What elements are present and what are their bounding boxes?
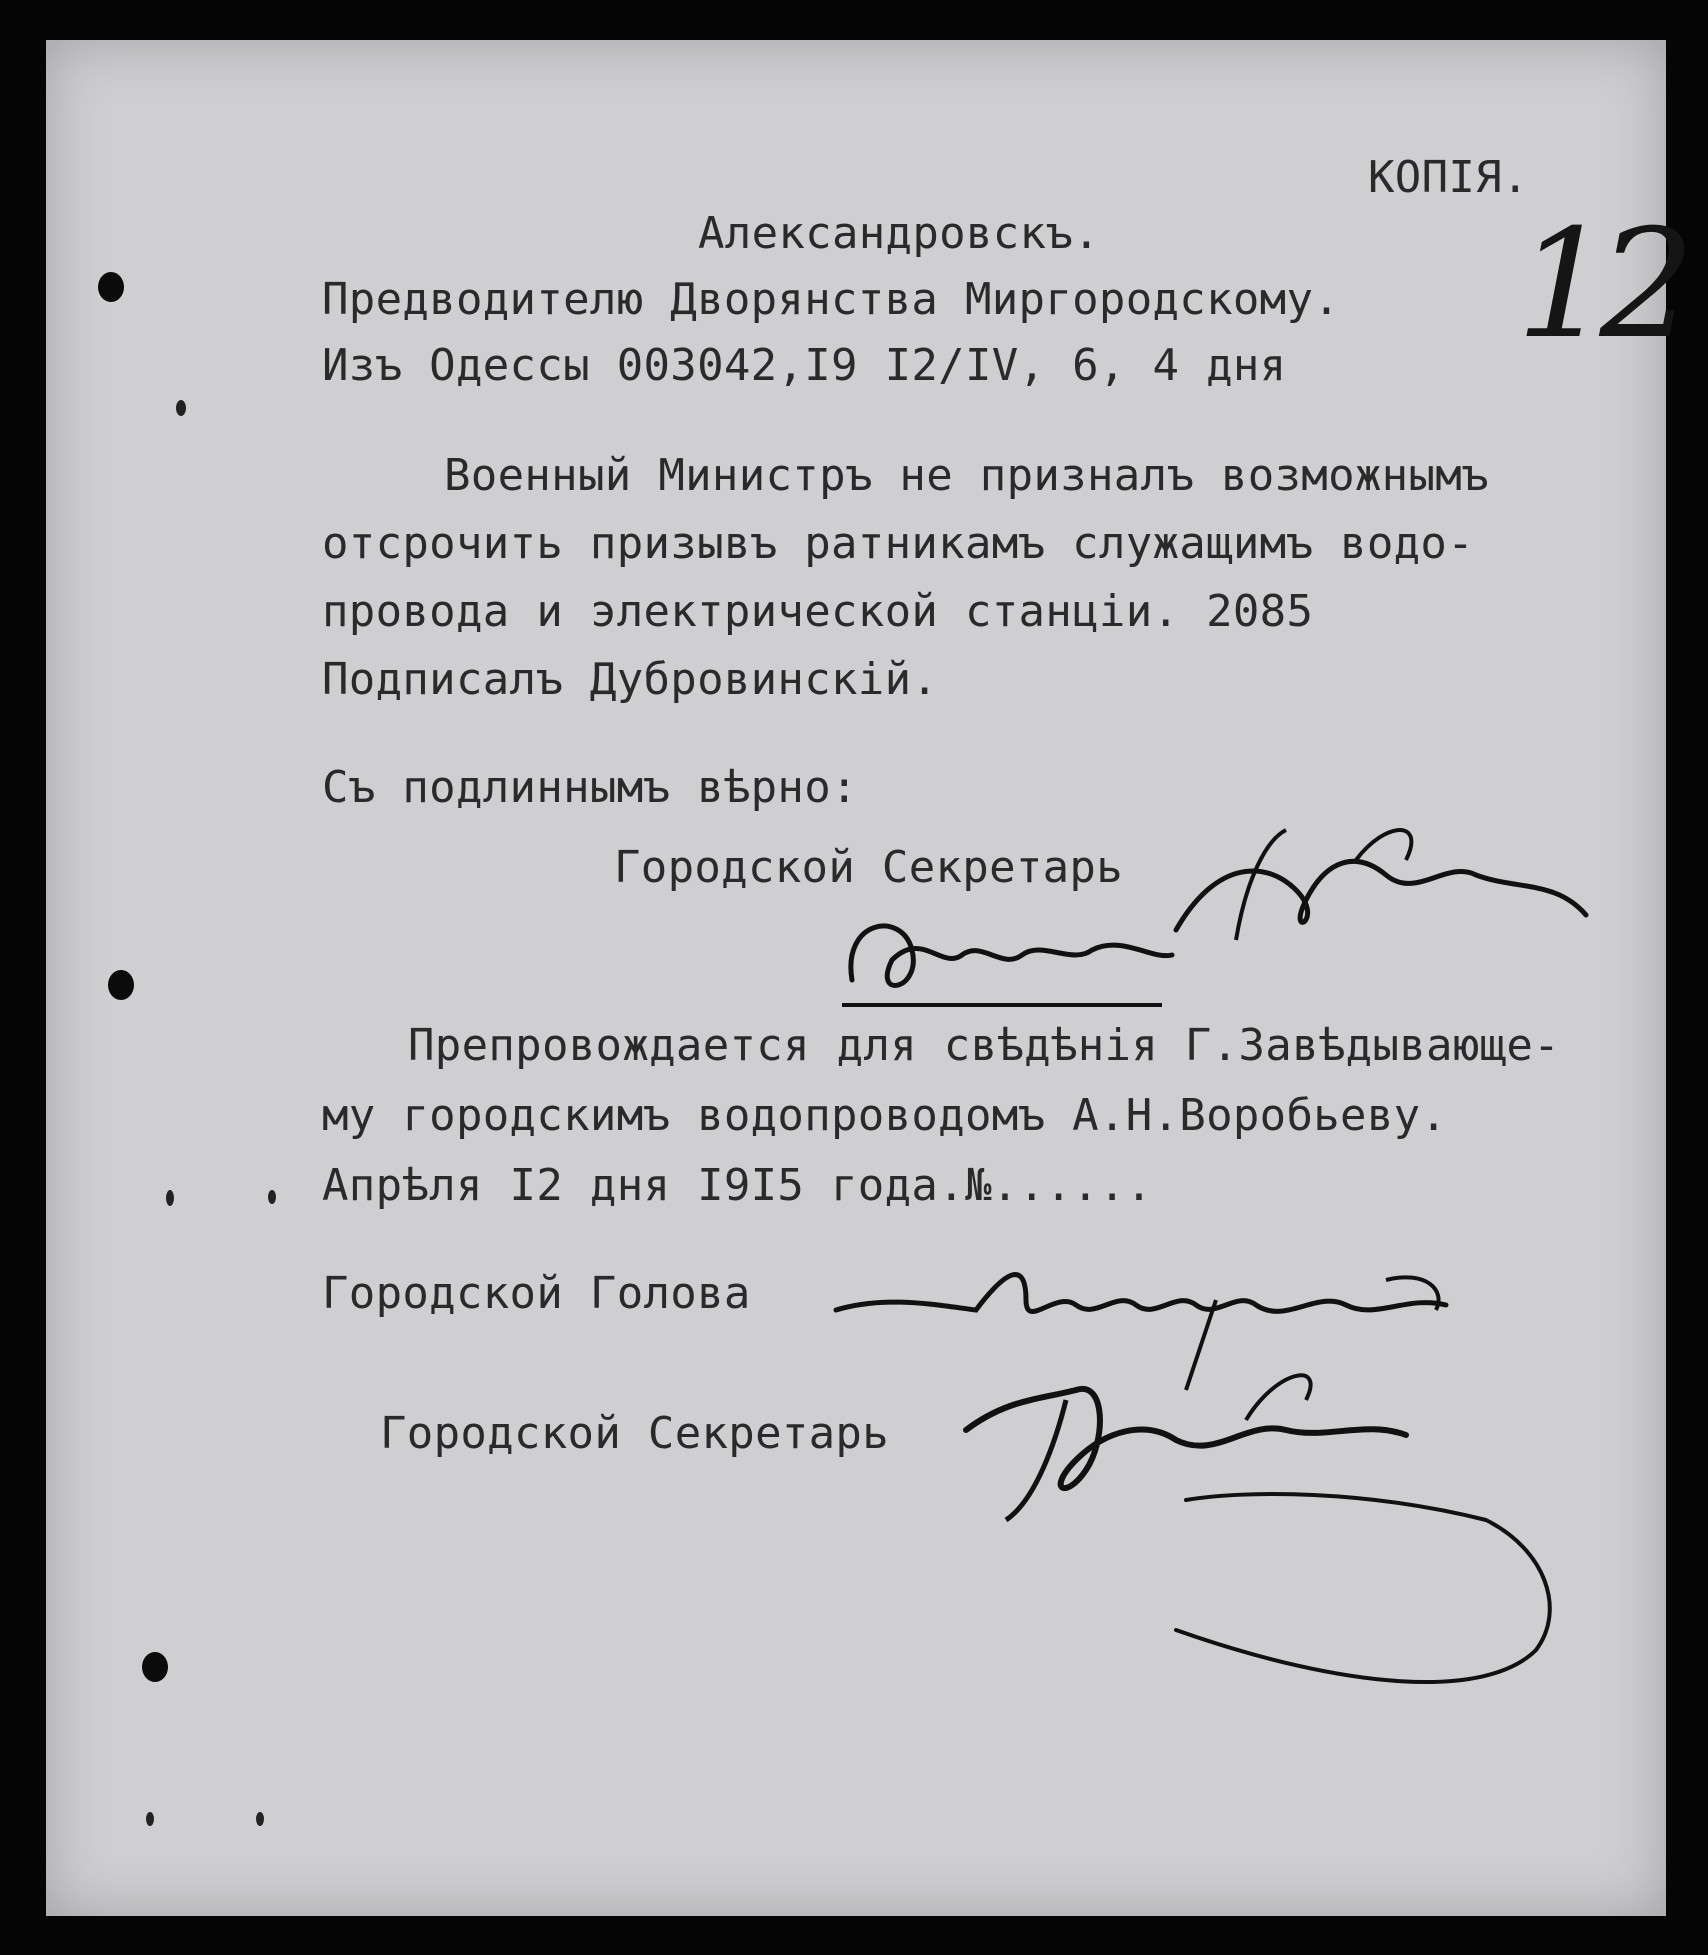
signed-line: Подписалъ Дубровинскiй.: [322, 654, 939, 705]
forwarding-line-3: Апрѣля I2 дня I9I5 года.№......: [322, 1160, 1153, 1211]
forwarding-line-2: му городскимъ водопроводомъ А.Н.Воробьеву.: [322, 1090, 1448, 1141]
secretary-title: Городской Секретарь: [380, 1408, 890, 1459]
forwarding-line-1: Препровождается для свѣдѣнiя Г.Завѣдывающе-: [408, 1020, 1560, 1071]
stain-mark: [166, 1190, 174, 1206]
stain-mark: [256, 1812, 264, 1826]
body-line-3: провода и электрической станцiи. 2085: [322, 586, 1314, 637]
punch-hole-middle: [108, 970, 134, 1000]
origin-line: Изъ Одессы 003042,I9 I2/IV, 6, 4 дня: [322, 340, 1287, 391]
page-number: 12: [1516, 198, 1683, 372]
stain-mark: [268, 1190, 276, 1204]
stain-mark: [176, 400, 186, 416]
mayor-title: Городской Голова: [322, 1268, 751, 1319]
secretary-signature-3: [946, 1360, 1566, 1720]
true-copy-line: Съ подлиннымъ вѣрно:: [322, 762, 858, 813]
copy-mark: КОПIЯ.: [1368, 152, 1529, 203]
stain-mark: [146, 1812, 154, 1826]
recipient-line: Предводителю Дворянства Миргородскому.: [322, 274, 1341, 325]
document-sheet: [46, 40, 1683, 1916]
secretary-signature-2: [832, 900, 1192, 1020]
certification-secretary-title: Городской Секретарь: [614, 842, 1124, 893]
body-line-1: Военный Министръ не призналъ возможнымъ: [444, 450, 1489, 501]
place-line: Александровскъ.: [698, 208, 1100, 259]
secretary-signature-1: [1156, 820, 1596, 970]
punch-hole-bottom: [142, 1652, 168, 1682]
punch-hole-top: [98, 272, 124, 302]
body-line-2: отсрочить призывъ ратникамъ служащимъ водо-: [322, 518, 1474, 569]
